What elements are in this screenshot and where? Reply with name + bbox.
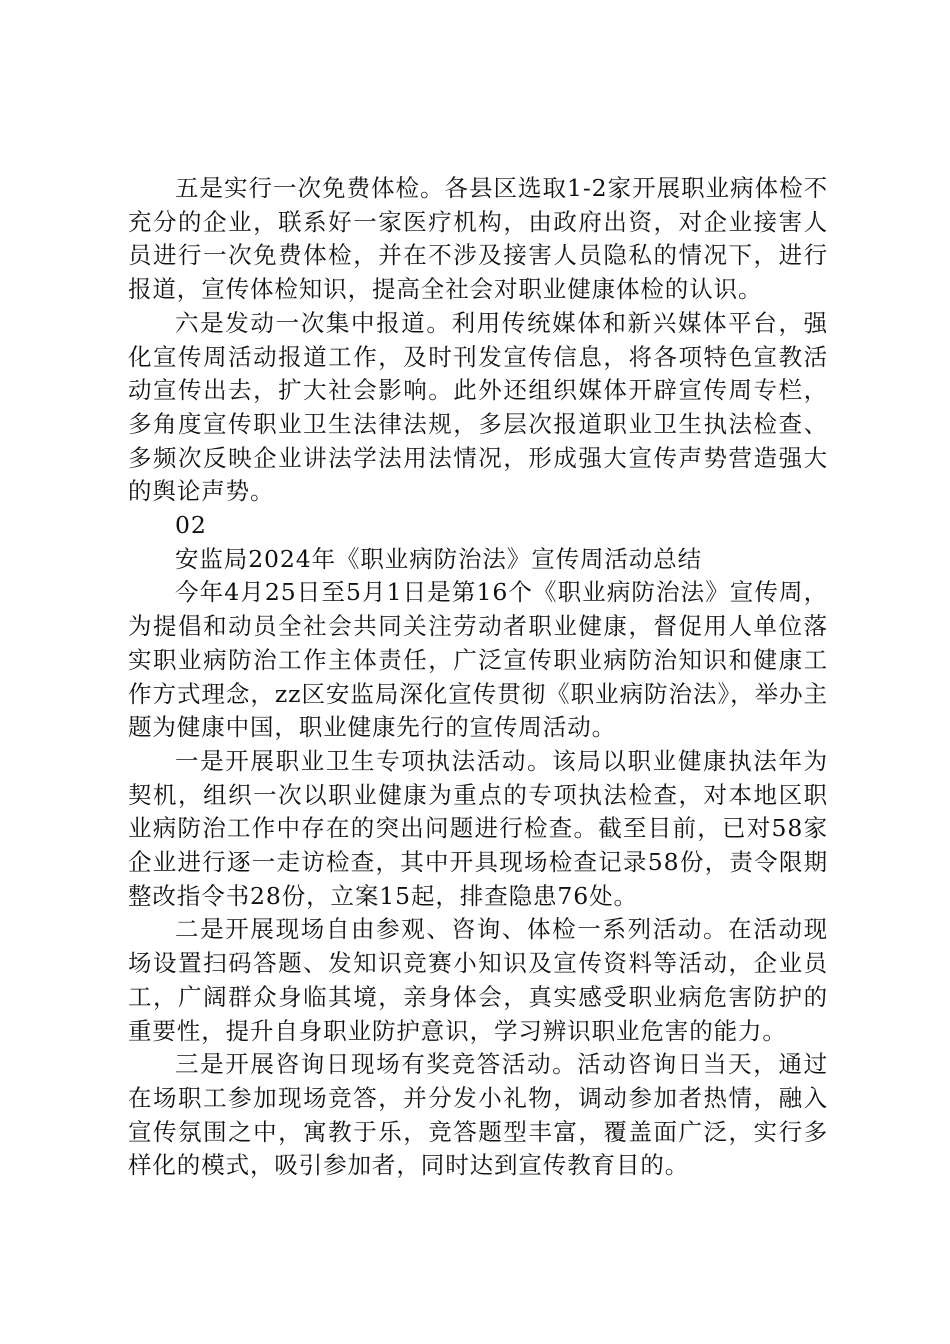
paragraph-media-coverage: 六是发动一次集中报道。利用传统媒体和新兴媒体平台，强化宣传周活动报道工作，及时刊发宣传信息，将各项特色宣教活动宣传出去，扩大社会影响。此外还组织媒体开辟宣传周专栏，多角度宣传职业卫生法律法规，多层次报道职业卫生执法检查、多频次反映企业讲法学法用法情况，形成强大宣传声势营造强大的舆论声势。 bbox=[128, 308, 828, 506]
section-number: 02 bbox=[175, 511, 207, 540]
section-title: 安监局2024年《职业病防治法》宣传周活动总结 bbox=[175, 544, 703, 573]
paragraph-introduction: 今年4月25日至5月1日是第16个《职业病防治法》宣传周，为提倡和动员全社会共同关注劳动者职业健康，督促用人单位落实职业病防治工作主体责任，广泛宣传职业病防治知识和健康工作方式理念，zz区安监局深化宣传贯彻《职业病防治法》，举办主题为健康中国，职业健康先行的宣传周活动。 bbox=[128, 578, 828, 742]
paragraph-quiz-activity: 三是开展咨询日现场有奖竞答活动。活动咨询日当天，通过在场职工参加现场竞答，并分发小礼物，调动参加者热情，融入宣传氛围之中，寓教于乐，竞答题型丰富，覆盖面广泛，实行多样化的模式，吸引参加者，同时达到宣传教育目的。 bbox=[128, 1050, 828, 1180]
paragraph-onsite-activities: 二是开展现场自由参观、咨询、体检一系列活动。在活动现场设置扫码答题、发知识竞赛小知识及宣传资料等活动，企业员工，广阔群众身临其境，亲身体会，真实感受职业病危害防护的重要性，提升自身职业防护意识，学习辨识职业危害的能力。 bbox=[128, 915, 828, 1045]
document-body bbox=[128, 172, 828, 1183]
paragraph-enforcement: 一是开展职业卫生专项执法活动。该局以职业健康执法年为契机，组织一次以职业健康为重点的专项执法检查，对本地区职业病防治工作中存在的突出问题进行检查。截至目前，已对58家企业进行逐一走访检查，其中开具现场检查记录58份，责令限期整改指令书28份，立案15起，排查隐患76处。 bbox=[128, 746, 828, 910]
paragraph-free-health-check: 五是实行一次免费体检。各县区选取1-2家开展职业病体检不充分的企业，联系好一家医疗机构，由政府出资，对企业接害人员进行一次免费体检，并在不涉及接害人员隐私的情况下，进行报道，宣传体检知识，提高全社会对职业健康体检的认识。 bbox=[128, 174, 828, 304]
